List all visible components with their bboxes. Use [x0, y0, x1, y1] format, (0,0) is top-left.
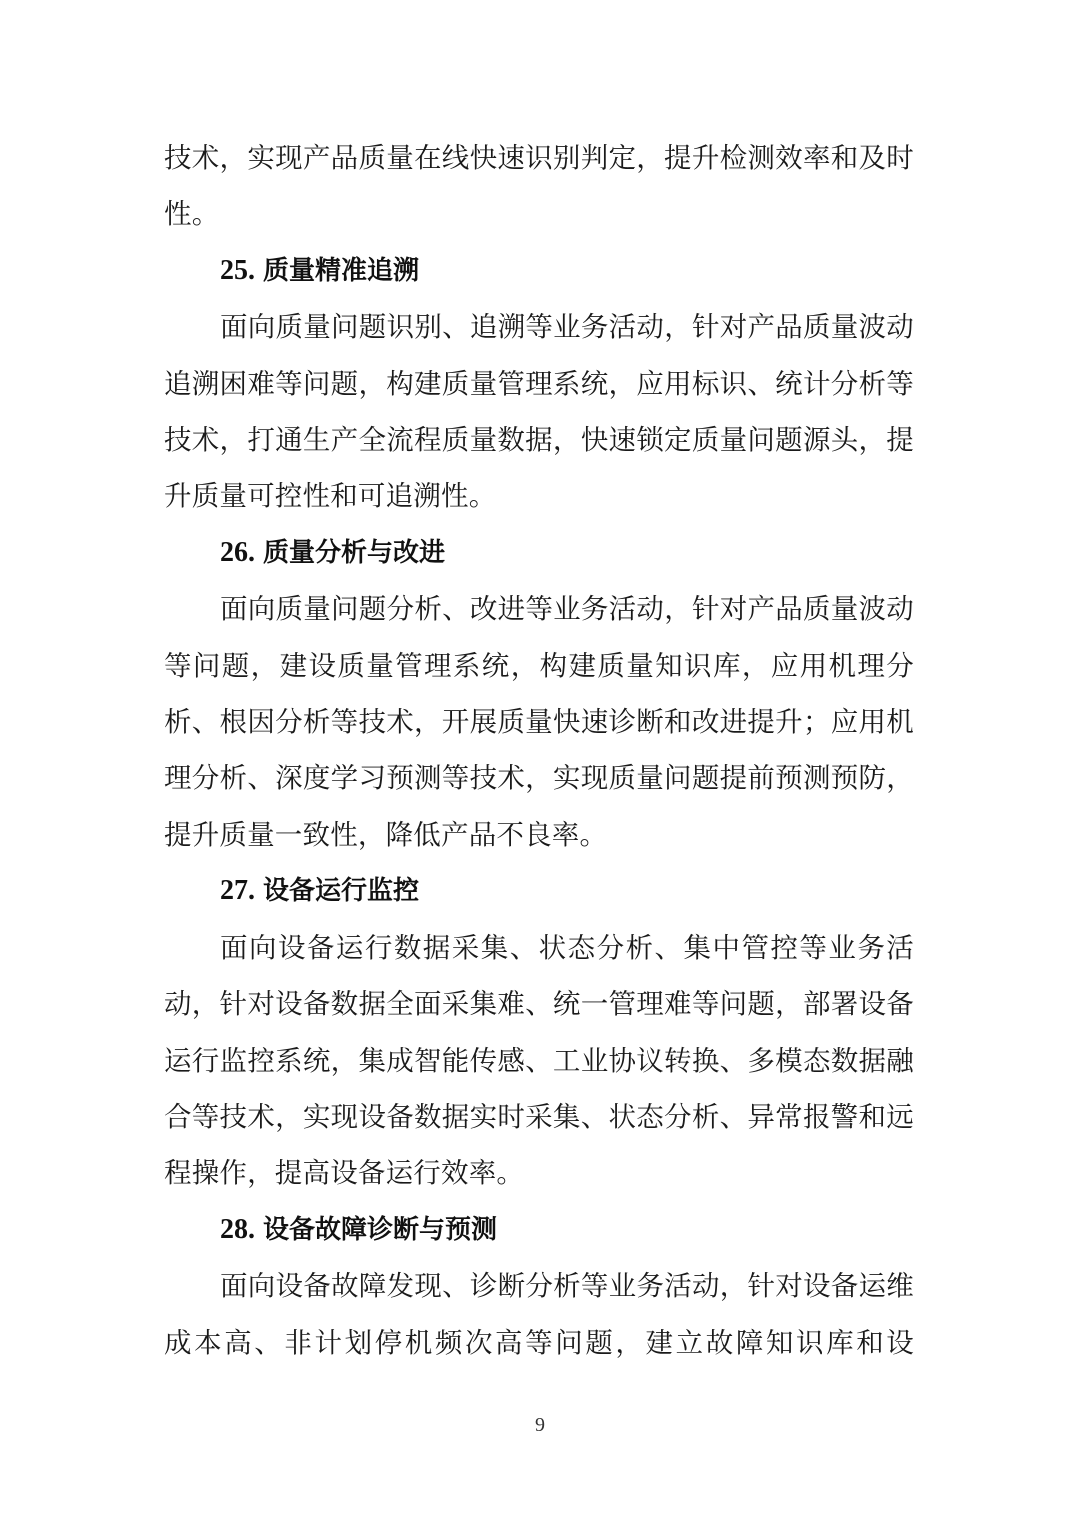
section-title: 设备故障诊断与预测	[263, 1214, 498, 1245]
section-body-27: 面向设备运行数据采集、状态分析、集中管控等业务活动，针对设备数据全面采集难、统一管理难等问题，部署设备运行监控系统，集成智能传感、工业协议转换、多模态数据融合等技术，实现设备数据实时采集、状态分析、异常报警和远程操作，提高设备运行效率。	[164, 931, 914, 1190]
section-title: 设备运行监控	[263, 876, 420, 907]
section-heading-25	[164, 243, 914, 299]
section-number: 26.	[220, 536, 255, 568]
section-body-28: 面向设备故障发现、诊断分析等业务活动，针对设备运维成本高、非计划停机频次高等问题，建立故障知识库和设	[164, 1270, 914, 1359]
section-heading-28	[164, 1202, 914, 1258]
section-body-25: 面向质量问题识别、追溯等业务活动，针对产品质量波动追溯困难等问题，构建质量管理系统，应用标识、统计分析等技术，打通生产全流程质量数据，快速锁定质量问题源头，提升质量可控性和可追溯性。	[164, 311, 914, 513]
section-body-26: 面向质量问题分析、改进等业务活动，针对产品质量波动等问题，建设质量管理系统，构建质量知识库，应用机理分析、根因分析等技术，开展质量快速诊断和改进提升；应用机理分析、深度学习预测等技术，实现质量问题提前预测预防，提升质量一致性，降低产品不良率。	[164, 593, 914, 851]
section-heading-27	[164, 863, 914, 919]
document-page	[164, 130, 914, 1371]
section-number: 27.	[220, 875, 255, 907]
section-title: 质量分析与改进	[263, 537, 446, 568]
section-title: 质量精准追溯	[263, 255, 420, 286]
section-number: 28.	[220, 1213, 255, 1245]
page-number: 9	[535, 1414, 545, 1436]
section-number: 25.	[220, 254, 255, 286]
section-heading-26	[164, 525, 914, 581]
continuation-paragraph: 技术，实现产品质量在线快速识别判定，提升检测效率和及时性。	[164, 142, 914, 231]
